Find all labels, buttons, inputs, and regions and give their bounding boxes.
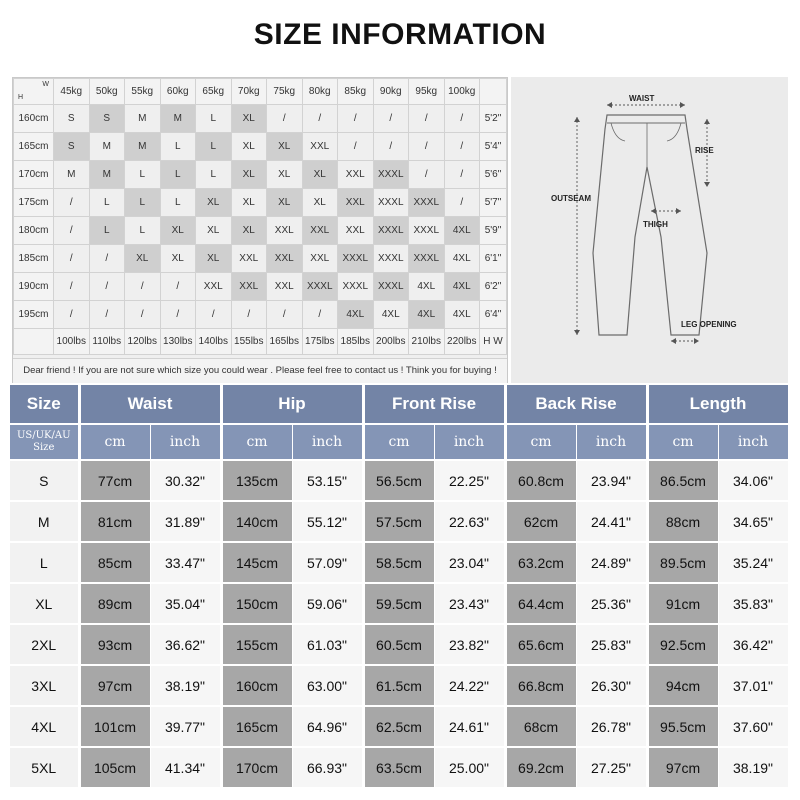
- pants-diagram-svg: [511, 77, 788, 383]
- inch-value-cell: 39.77": [150, 706, 221, 747]
- corner-height-label: H: [18, 94, 24, 101]
- size-grid-cell: S: [54, 133, 90, 161]
- inch-value-cell: 26.78": [576, 706, 647, 747]
- size-grid-cell: /: [409, 161, 445, 189]
- inch-value-cell: 35.04": [150, 583, 221, 624]
- size-label-cell: 2XL: [10, 624, 79, 665]
- weight-kg-header: 80kg: [302, 79, 338, 105]
- grid-corner-right: [480, 79, 507, 105]
- cm-value-cell: 56.5cm: [363, 460, 434, 501]
- size-grid-cell: XXXL: [373, 217, 409, 245]
- size-grid-cell: XXL: [267, 273, 303, 301]
- weight-kg-header: 70kg: [231, 79, 267, 105]
- grid-row: [14, 217, 507, 245]
- inch-value-cell: 35.83": [718, 583, 789, 624]
- inch-value-cell: 41.34": [150, 747, 221, 787]
- height-cm-label: 170cm: [14, 161, 54, 189]
- size-grid-cell: XXL: [267, 217, 303, 245]
- size-grid-cell: XXXL: [373, 161, 409, 189]
- size-row: [10, 501, 789, 542]
- grid-row: [14, 245, 507, 273]
- cm-value-cell: 165cm: [221, 706, 292, 747]
- size-grid-cell: /: [373, 105, 409, 133]
- size-grid-cell: /: [54, 217, 90, 245]
- weight-kg-header: 90kg: [373, 79, 409, 105]
- weight-kg-header: 95kg: [409, 79, 445, 105]
- size-grid-cell: M: [89, 161, 125, 189]
- unit-inch-header: inch: [718, 424, 789, 460]
- size-grid-cell: /: [89, 273, 125, 301]
- inch-value-cell: 34.06": [718, 460, 789, 501]
- size-grid-cell: 4XL: [409, 273, 445, 301]
- inch-value-cell: 25.36": [576, 583, 647, 624]
- cm-value-cell: 150cm: [221, 583, 292, 624]
- cm-value-cell: 91cm: [647, 583, 718, 624]
- inch-value-cell: 34.65": [718, 501, 789, 542]
- height-ft-label: 5'6": [480, 161, 507, 189]
- cm-value-cell: 88cm: [647, 501, 718, 542]
- size-grid-cell: XL: [125, 245, 161, 273]
- size-grid-cell: 4XL: [409, 301, 445, 329]
- size-grid-cell: /: [89, 245, 125, 273]
- weight-lbs-footer: 175lbs: [302, 329, 338, 355]
- inch-value-cell: 22.25": [434, 460, 505, 501]
- grid-row: [14, 133, 507, 161]
- size-grid-cell: /: [54, 189, 90, 217]
- weight-kg-header: 50kg: [89, 79, 125, 105]
- rise-label: RISE: [695, 146, 714, 155]
- weight-lbs-footer: 185lbs: [338, 329, 374, 355]
- weight-kg-header: 55kg: [125, 79, 161, 105]
- size-grid-cell: /: [373, 133, 409, 161]
- inch-value-cell: 31.89": [150, 501, 221, 542]
- inch-value-cell: 36.62": [150, 624, 221, 665]
- cm-value-cell: 60.8cm: [505, 460, 576, 501]
- height-cm-label: 185cm: [14, 245, 54, 273]
- cm-value-cell: 135cm: [221, 460, 292, 501]
- size-grid-cell: XXXL: [302, 273, 338, 301]
- size-grid-cell: XXXL: [409, 217, 445, 245]
- size-grid-cell: /: [302, 105, 338, 133]
- size-grid-cell: XL: [231, 189, 267, 217]
- weight-kg-header: 60kg: [160, 79, 196, 105]
- size-grid-cell: XXXL: [373, 189, 409, 217]
- size-grid-cell: /: [125, 273, 161, 301]
- cm-value-cell: 60.5cm: [363, 624, 434, 665]
- cm-value-cell: 68cm: [505, 706, 576, 747]
- size-grid-cell: 4XL: [444, 273, 480, 301]
- size-grid-cell: L: [196, 161, 232, 189]
- height-ft-label: 6'4": [480, 301, 507, 329]
- size-grid-cell: XXXL: [338, 245, 374, 273]
- size-grid-cell: XL: [196, 217, 232, 245]
- inch-value-cell: 53.15": [292, 460, 363, 501]
- height-ft-label: 6'2": [480, 273, 507, 301]
- size-grid-cell: M: [54, 161, 90, 189]
- cm-value-cell: 62.5cm: [363, 706, 434, 747]
- cm-value-cell: 89.5cm: [647, 542, 718, 583]
- size-grid-cell: M: [125, 105, 161, 133]
- height-cm-label: 175cm: [14, 189, 54, 217]
- size-grid-cell: XXL: [267, 245, 303, 273]
- weight-lbs-footer: 140lbs: [196, 329, 232, 355]
- height-cm-label: 180cm: [14, 217, 54, 245]
- weight-kg-header: 85kg: [338, 79, 374, 105]
- unit-cm-header: cm: [79, 424, 150, 460]
- size-row: [10, 624, 789, 665]
- size-grid-cell: 4XL: [444, 301, 480, 329]
- inch-value-cell: 23.04": [434, 542, 505, 583]
- weight-kg-header: 75kg: [267, 79, 303, 105]
- size-grid-cell: XXL: [302, 217, 338, 245]
- size-grid-cell: /: [444, 133, 480, 161]
- size-row: [10, 747, 789, 787]
- size-grid-cell: XXL: [302, 245, 338, 273]
- size-grid-cell: XL: [302, 189, 338, 217]
- cm-value-cell: 89cm: [79, 583, 150, 624]
- height-cm-label: 165cm: [14, 133, 54, 161]
- weight-lbs-footer: 210lbs: [409, 329, 445, 355]
- size-row: [10, 542, 789, 583]
- size-grid-cell: XXL: [231, 273, 267, 301]
- unit-cm-header: cm: [647, 424, 718, 460]
- size-grid-cell: /: [267, 301, 303, 329]
- size-row: [10, 583, 789, 624]
- size-grid-cell: XL: [160, 217, 196, 245]
- cm-value-cell: 63.2cm: [505, 542, 576, 583]
- inch-value-cell: 36.42": [718, 624, 789, 665]
- inch-value-cell: 30.32": [150, 460, 221, 501]
- unit-cm-header: cm: [363, 424, 434, 460]
- thigh-label: THIGH: [643, 220, 668, 229]
- size-grid-cell: XXL: [231, 245, 267, 273]
- size-label-cell: XL: [10, 583, 79, 624]
- measure-column-header: Front Rise: [363, 385, 505, 424]
- cm-value-cell: 69.2cm: [505, 747, 576, 787]
- inch-value-cell: 24.22": [434, 665, 505, 706]
- size-grid-cell: XXXL: [409, 245, 445, 273]
- size-grid-cell: 4XL: [373, 301, 409, 329]
- size-grid-cell: XL: [267, 161, 303, 189]
- grid-row: [14, 189, 507, 217]
- inch-value-cell: 37.01": [718, 665, 789, 706]
- unit-inch-header: inch: [292, 424, 363, 460]
- size-grid-cell: XL: [160, 245, 196, 273]
- size-grid-cell: XL: [231, 217, 267, 245]
- cm-value-cell: 63.5cm: [363, 747, 434, 787]
- size-grid-cell: L: [196, 133, 232, 161]
- weight-kg-header: 100kg: [444, 79, 480, 105]
- weight-lbs-footer: 220lbs: [444, 329, 480, 355]
- inch-value-cell: 35.24": [718, 542, 789, 583]
- size-grid-cell: /: [338, 133, 374, 161]
- size-grid-cell: /: [409, 133, 445, 161]
- size-grid-cell: XXL: [338, 161, 374, 189]
- cm-value-cell: 93cm: [79, 624, 150, 665]
- contact-note: Dear friend ! If you are not sure which size you could wear . Please feel free to contact us ! Think you for buying !: [13, 358, 507, 383]
- weight-lbs-footer: 100lbs: [54, 329, 90, 355]
- size-grid-cell: S: [89, 105, 125, 133]
- inch-value-cell: 61.03": [292, 624, 363, 665]
- cm-value-cell: 58.5cm: [363, 542, 434, 583]
- cm-value-cell: 85cm: [79, 542, 150, 583]
- inch-value-cell: 22.63": [434, 501, 505, 542]
- inch-value-cell: 37.60": [718, 706, 789, 747]
- measure-column-header: Waist: [79, 385, 221, 424]
- size-grid-cell: XXXL: [373, 273, 409, 301]
- inch-value-cell: 24.89": [576, 542, 647, 583]
- cm-value-cell: 140cm: [221, 501, 292, 542]
- size-grid-cell: L: [89, 189, 125, 217]
- height-cm-label: 160cm: [14, 105, 54, 133]
- size-grid-cell: XL: [302, 161, 338, 189]
- grid-row: [14, 273, 507, 301]
- weight-lbs-footer: 110lbs: [89, 329, 125, 355]
- size-grid-cell: XL: [231, 105, 267, 133]
- size-grid-cell: /: [54, 301, 90, 329]
- size-grid-cell: 4XL: [444, 245, 480, 273]
- cm-value-cell: 94cm: [647, 665, 718, 706]
- height-ft-label: 5'7": [480, 189, 507, 217]
- cm-value-cell: 61.5cm: [363, 665, 434, 706]
- size-grid-cell: L: [89, 217, 125, 245]
- size-grid-cell: /: [196, 301, 232, 329]
- weight-kg-header: 65kg: [196, 79, 232, 105]
- size-grid-cell: L: [125, 161, 161, 189]
- size-grid-cell: 4XL: [444, 217, 480, 245]
- cm-value-cell: 65.6cm: [505, 624, 576, 665]
- size-grid-cell: M: [160, 105, 196, 133]
- inch-value-cell: 24.61": [434, 706, 505, 747]
- cm-value-cell: 57.5cm: [363, 501, 434, 542]
- size-grid-cell: XXL: [338, 217, 374, 245]
- unit-cm-header: cm: [505, 424, 576, 460]
- size-column-header: Size: [10, 385, 79, 424]
- pants-measurement-diagram: [511, 77, 788, 383]
- size-row: [10, 460, 789, 501]
- grid-row: [14, 105, 507, 133]
- size-grid-cell: M: [89, 133, 125, 161]
- size-label-cell: 4XL: [10, 706, 79, 747]
- inch-value-cell: 33.47": [150, 542, 221, 583]
- cm-value-cell: 77cm: [79, 460, 150, 501]
- size-grid-cell: /: [409, 105, 445, 133]
- height-ft-label: 5'2": [480, 105, 507, 133]
- unit-inch-header: inch: [576, 424, 647, 460]
- cm-value-cell: 92.5cm: [647, 624, 718, 665]
- weight-lbs-footer: 155lbs: [231, 329, 267, 355]
- size-label-cell: 5XL: [10, 747, 79, 787]
- size-grid-cell: /: [89, 301, 125, 329]
- measurement-arrows: [574, 102, 710, 344]
- leg-opening-label: LEG OPENING: [681, 320, 737, 329]
- size-grid-cell: XL: [196, 245, 232, 273]
- size-grid-cell: XL: [196, 189, 232, 217]
- size-grid-cell: L: [196, 105, 232, 133]
- size-grid-cell: /: [444, 161, 480, 189]
- size-grid-cell: XL: [231, 161, 267, 189]
- size-grid-cell: XL: [267, 133, 303, 161]
- size-grid-cell: /: [160, 273, 196, 301]
- cm-value-cell: 160cm: [221, 665, 292, 706]
- size-label-cell: S: [10, 460, 79, 501]
- size-grid-cell: L: [160, 161, 196, 189]
- cm-value-cell: 145cm: [221, 542, 292, 583]
- unit-inch-header: inch: [150, 424, 221, 460]
- grid-row: [14, 161, 507, 189]
- height-cm-label: 190cm: [14, 273, 54, 301]
- size-grid-cell: L: [160, 133, 196, 161]
- height-cm-label: 195cm: [14, 301, 54, 329]
- size-grid-cell: 4XL: [338, 301, 374, 329]
- inch-value-cell: 59.06": [292, 583, 363, 624]
- size-standard-header: US/UK/AU Size: [10, 424, 79, 460]
- inch-value-cell: 38.19": [718, 747, 789, 787]
- cm-value-cell: 95.5cm: [647, 706, 718, 747]
- inch-value-cell: 24.41": [576, 501, 647, 542]
- inch-value-cell: 27.25": [576, 747, 647, 787]
- size-grid-cell: S: [54, 105, 90, 133]
- inch-value-cell: 57.09": [292, 542, 363, 583]
- size-grid-cell: /: [231, 301, 267, 329]
- weight-lbs-footer: 130lbs: [160, 329, 196, 355]
- measure-column-header: Hip: [221, 385, 363, 424]
- size-label-cell: 3XL: [10, 665, 79, 706]
- height-ft-label: 5'4": [480, 133, 507, 161]
- cm-value-cell: 155cm: [221, 624, 292, 665]
- size-grid-cell: /: [125, 301, 161, 329]
- measure-column-header: Back Rise: [505, 385, 647, 424]
- cm-value-cell: 64.4cm: [505, 583, 576, 624]
- size-grid-cell: L: [125, 189, 161, 217]
- measure-column-header: Length: [647, 385, 789, 424]
- weight-lbs-footer: 200lbs: [373, 329, 409, 355]
- page-title: SIZE INFORMATION: [253, 18, 547, 51]
- inch-value-cell: 55.12": [292, 501, 363, 542]
- size-measurement-table: [10, 385, 791, 787]
- size-grid-cell: /: [54, 273, 90, 301]
- unit-inch-header: inch: [434, 424, 505, 460]
- cm-value-cell: 101cm: [79, 706, 150, 747]
- height-weight-size-chart: [12, 77, 508, 383]
- height-ft-label: 6'1": [480, 245, 507, 273]
- inch-value-cell: 25.83": [576, 624, 647, 665]
- size-grid-cell: L: [125, 217, 161, 245]
- height-ft-label: 5'9": [480, 217, 507, 245]
- unit-cm-header: cm: [221, 424, 292, 460]
- size-grid-cell: L: [160, 189, 196, 217]
- cm-value-cell: 170cm: [221, 747, 292, 787]
- inch-value-cell: 63.00": [292, 665, 363, 706]
- cm-value-cell: 86.5cm: [647, 460, 718, 501]
- grid-footer-corner: H W: [480, 329, 507, 355]
- outseam-label: OUTSEAM: [551, 194, 591, 203]
- cm-value-cell: 62cm: [505, 501, 576, 542]
- size-grid-cell: XXXL: [373, 245, 409, 273]
- cm-value-cell: 97cm: [79, 665, 150, 706]
- corner-weight-label: W: [42, 81, 49, 88]
- grid-row: [14, 301, 507, 329]
- inch-value-cell: 23.94": [576, 460, 647, 501]
- size-row: [10, 706, 789, 747]
- inch-value-cell: 26.30": [576, 665, 647, 706]
- size-label-cell: M: [10, 501, 79, 542]
- grid-corner-cell: [14, 79, 54, 105]
- inch-value-cell: 23.43": [434, 583, 505, 624]
- waist-label: WAIST: [629, 94, 655, 103]
- size-row: [10, 665, 789, 706]
- size-grid-cell: M: [125, 133, 161, 161]
- cm-value-cell: 81cm: [79, 501, 150, 542]
- size-grid-cell: XL: [267, 189, 303, 217]
- inch-value-cell: 25.00": [434, 747, 505, 787]
- grid-footer-left: [14, 329, 54, 355]
- size-grid-cell: /: [160, 301, 196, 329]
- cm-value-cell: 59.5cm: [363, 583, 434, 624]
- inch-value-cell: 64.96": [292, 706, 363, 747]
- size-grid-table: [13, 78, 507, 355]
- size-grid-cell: XL: [231, 133, 267, 161]
- inch-value-cell: 66.93": [292, 747, 363, 787]
- cm-value-cell: 66.8cm: [505, 665, 576, 706]
- size-grid-cell: /: [267, 105, 303, 133]
- size-grid-cell: /: [444, 189, 480, 217]
- inch-value-cell: 38.19": [150, 665, 221, 706]
- inch-value-cell: 23.82": [434, 624, 505, 665]
- size-grid-cell: XXXL: [338, 273, 374, 301]
- size-grid-cell: XXL: [338, 189, 374, 217]
- size-grid-cell: /: [338, 105, 374, 133]
- cm-value-cell: 105cm: [79, 747, 150, 787]
- size-label-cell: L: [10, 542, 79, 583]
- size-grid-cell: XXL: [196, 273, 232, 301]
- cm-value-cell: 97cm: [647, 747, 718, 787]
- size-grid-cell: /: [444, 105, 480, 133]
- weight-lbs-footer: 165lbs: [267, 329, 303, 355]
- size-grid-cell: XXL: [302, 133, 338, 161]
- size-grid-cell: /: [54, 245, 90, 273]
- size-grid-cell: /: [302, 301, 338, 329]
- size-grid-cell: XXXL: [409, 189, 445, 217]
- weight-lbs-footer: 120lbs: [125, 329, 161, 355]
- weight-kg-header: 45kg: [54, 79, 90, 105]
